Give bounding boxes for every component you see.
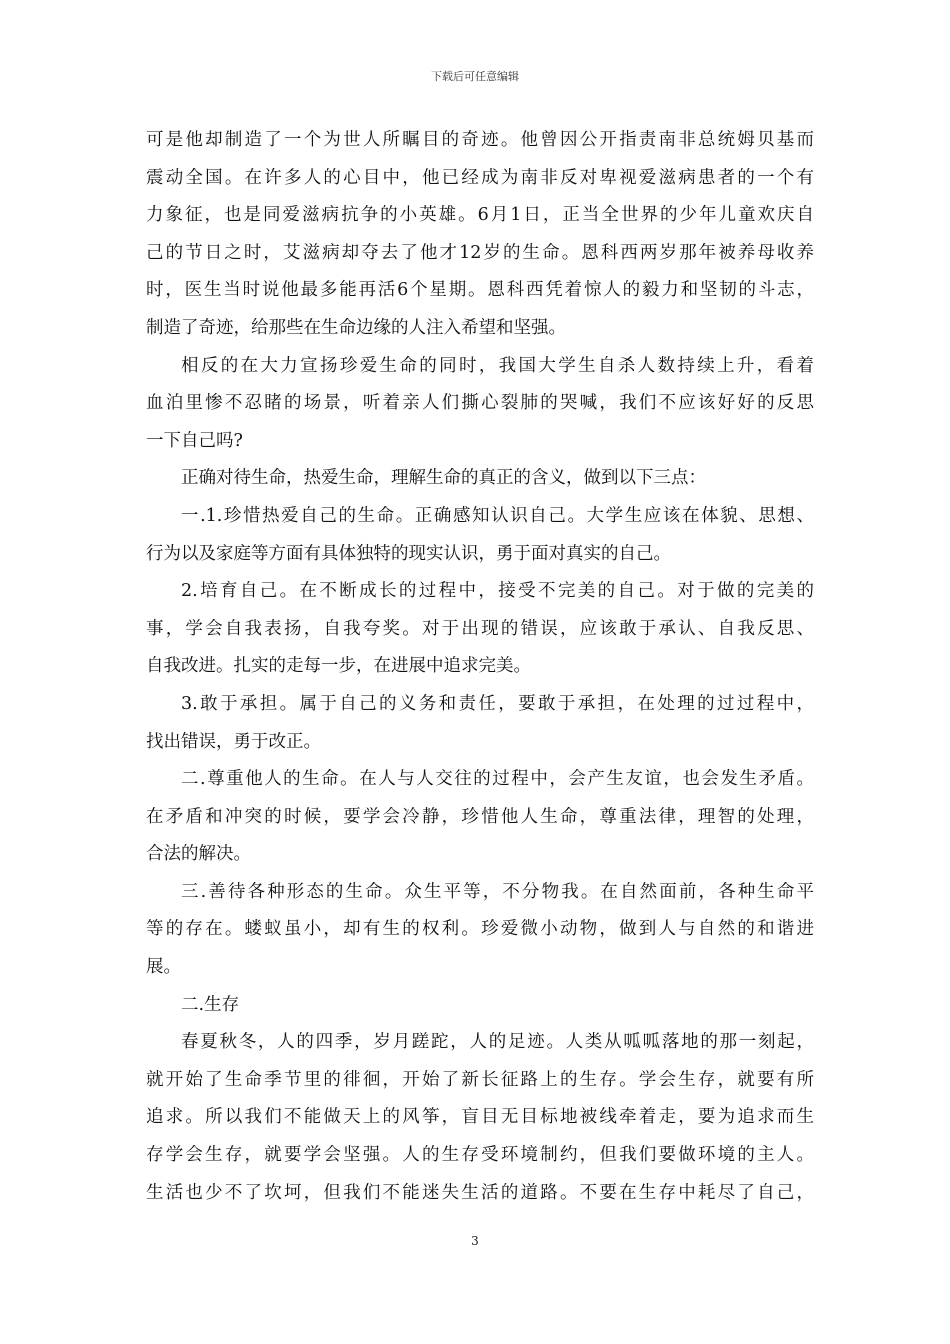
text-line: 就开始了生命季节里的徘徊，开始了新长征路上的生存。学会生存，就要有所 — [146, 1069, 814, 1090]
text-line: 震动全国。在许多人的心目中，他已经成为南非反对卑视爱滋病患者的一个有 — [146, 167, 814, 188]
text-line: 自我改进。扎实的走每一步，在进展中追求完美。 — [146, 656, 531, 677]
text-line: 生活也少不了坎坷，但我们不能迷失生活的道路。不要在生存中耗尽了自己， — [146, 1182, 814, 1203]
text-line: 己的节日之时，艾滋病却夺去了他才12岁的生命。恩科西两岁那年被养母收养 — [146, 242, 814, 263]
text-line: 合法的解决。 — [146, 844, 251, 865]
text-line: 3.敢于承担。属于自己的义务和责任，要敢于承担，在处理的过过程中， — [181, 693, 814, 714]
text-line: 制造了奇迹，给那些在生命边缘的人注入希望和坚强。 — [146, 317, 566, 338]
text-line: 二.尊重他人的生命。在人与人交往的过程中，会产生友谊，也会发生矛盾。 — [181, 769, 814, 790]
document-body — [146, 122, 814, 1212]
text-line: 春夏秋冬，人的四季，岁月蹉跎，人的足迹。人类从呱呱落地的那一刻起， — [181, 1032, 814, 1053]
text-line: 三.善待各种形态的生命。众生平等，不分物我。在自然面前，各种生命平 — [181, 881, 814, 902]
text-line: 血泊里惨不忍睹的场景，听着亲人们撕心裂肺的哭喊，我们不应该好好的反思 — [146, 393, 814, 414]
text-line: 时，医生当时说他最多能再活6个星期。恩科西凭着惊人的毅力和坚韧的斗志， — [146, 280, 814, 301]
text-line: 存学会生存，就要学会坚强。人的生存受环境制约，但我们要做环境的主人。 — [146, 1145, 814, 1166]
text-line: 事，学会自我表扬，自我夸奖。对于出现的错误，应该敢于承认、自我反思、 — [146, 618, 814, 639]
text-line: 正确对待生命，热爱生命，理解生命的真正的含义，做到以下三点： — [181, 468, 706, 489]
text-line: 相反的在大力宣扬珍爱生命的同时，我国大学生自杀人数持续上升，看着 — [181, 355, 814, 376]
text-line: 可是他却制造了一个为世人所瞩目的奇迹。他曾因公开指责南非总统姆贝基而 — [146, 130, 814, 150]
text-line: 二.生存 — [181, 994, 240, 1015]
text-line: 等的存在。蝼蚁虽小，却有生的权利。珍爱微小动物，做到人与自然的和谐进 — [146, 919, 814, 940]
text-line: 力象征，也是同爱滋病抗争的小英雄。6月1日，正当全世界的少年儿童欢庆自 — [146, 205, 814, 226]
text-line: 行为以及家庭等方面有具体独特的现实认识，勇于面对真实的自己。 — [146, 543, 671, 564]
text-line: 一.1.珍惜热爱自己的生命。正确感知认识自己。大学生应该在体貌、思想、 — [181, 505, 814, 526]
text-line: 一下自己吗? — [146, 430, 243, 451]
text-line: 在矛盾和冲突的时候，要学会冷静，珍惜他人生命，尊重法律，理智的处理， — [146, 806, 814, 827]
text-line: 展。 — [146, 957, 181, 978]
text-line: 找出错误，勇于改正。 — [146, 731, 321, 752]
text-line: 追求。所以我们不能做天上的风筝，盲目无目标地被线牵着走，要为追求而生 — [146, 1107, 814, 1128]
text-line: 2.培育自己。在不断成长的过程中，接受不完美的自己。对于做的完美的 — [181, 581, 814, 602]
page-header: 下载后可任意编辑 — [431, 70, 519, 83]
page-number: 3 — [471, 1234, 479, 1248]
